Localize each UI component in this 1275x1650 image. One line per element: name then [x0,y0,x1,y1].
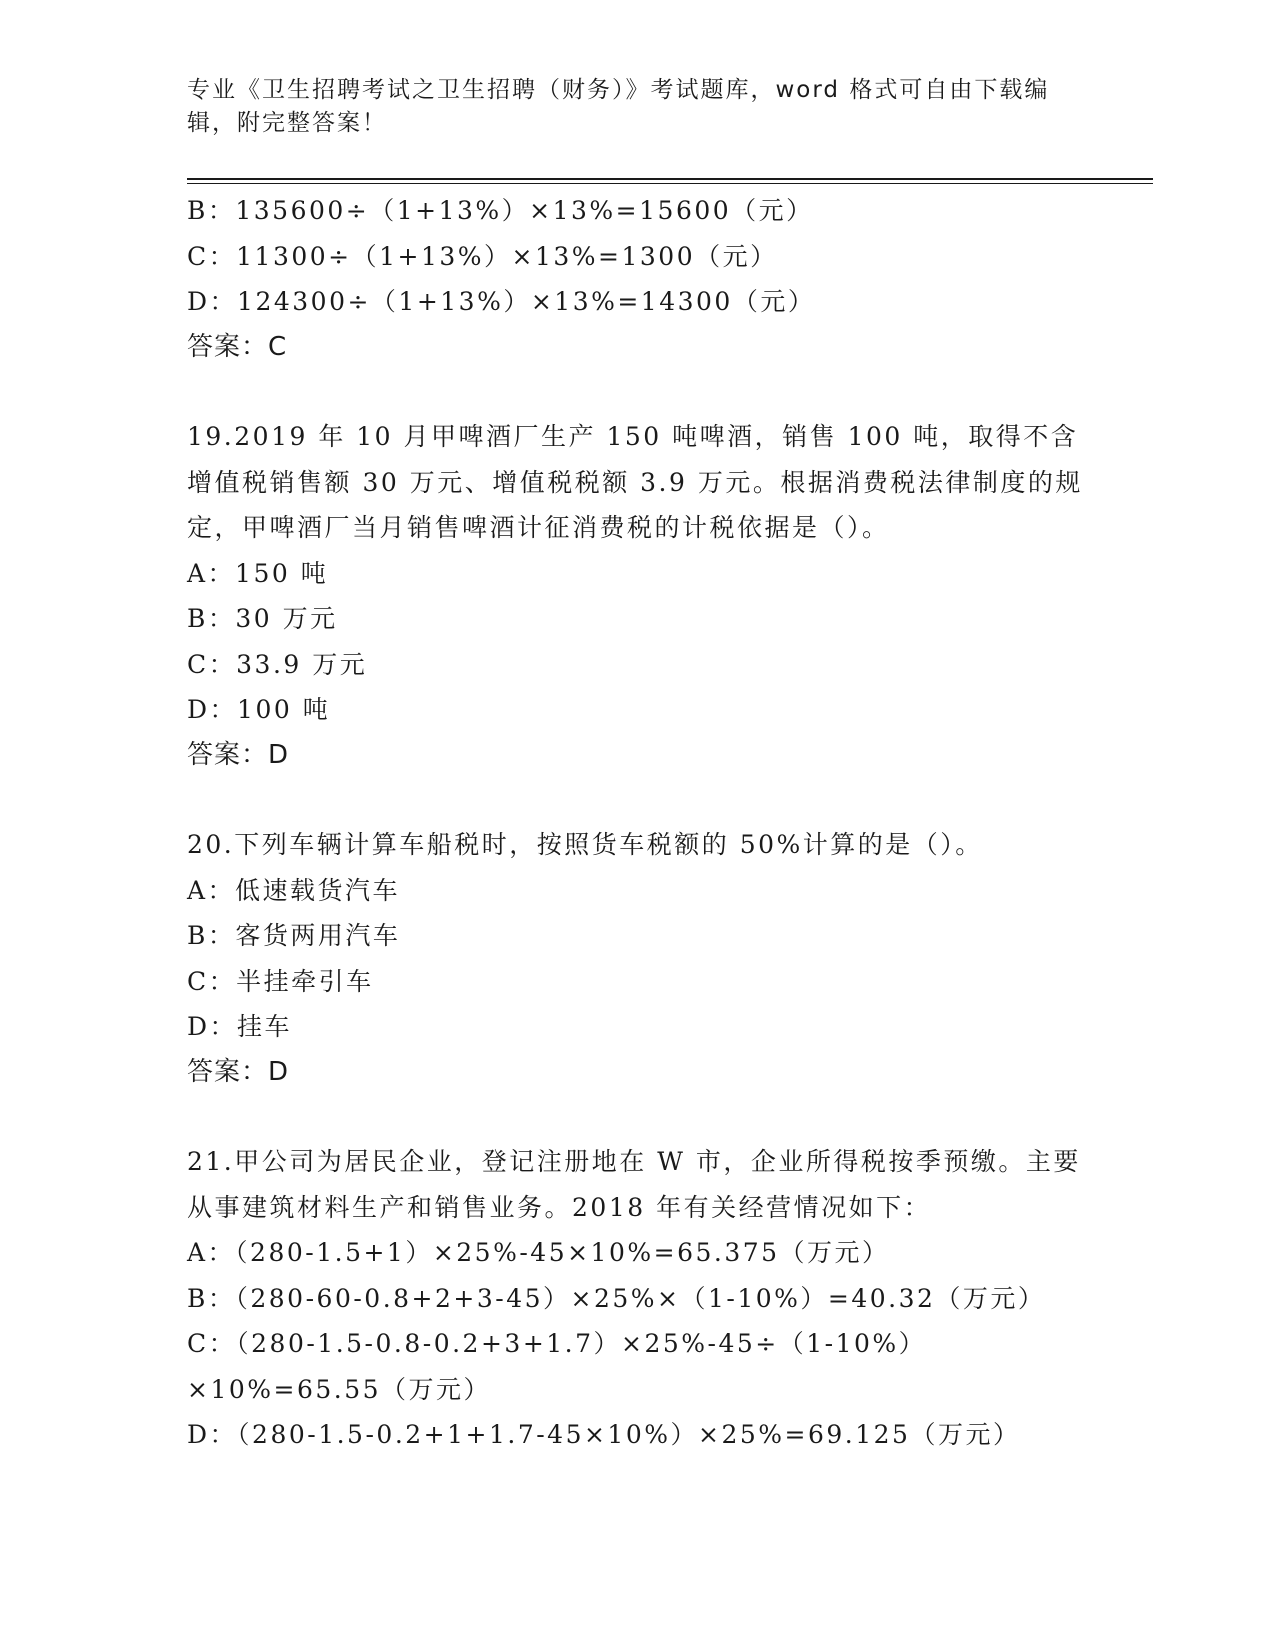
question-stem: 20.下列车辆计算车船税时，按照货车税额的 50%计算的是（）。 [187,830,983,859]
option-a: A：（280-1.5+1）×25%-45×10%=65.375（万元） [187,1238,890,1267]
option-c: C：（280-1.5-0.8-0.2+3+1.7）×25%-45÷（1-10%）×10%=65.55（万元） [187,1329,927,1404]
question-stem: 21.甲公司为居民企业，登记注册地在 W 市，企业所得税按季预缴。主要从事建筑材料生产和销售业务。2018 年有关经营情况如下： [187,1147,1081,1222]
page-header: 专业《卫生招聘考试之卫生招聘（财务）》考试题库，word 格式可自由下载编辑，附完整答案！ [187,77,1050,136]
option-a: A：低速载货汽车 [187,875,401,905]
answer: 答案：D [187,1056,290,1087]
option-c: C：33.9 万元 [187,649,368,679]
question-20 [187,822,1087,1095]
option-a: A：150 吨 [187,558,329,588]
question-stem: 19.2019 年 10 月甲啤酒厂生产 150 吨啤酒，销售 100 吨，取得不含增值税销售额 30 万元、增值税税额 3.9 万元。根据消费税法律制度的规定，甲啤酒厂当月销售啤酒计征消费税的计税依据是（）。 [187,422,1083,542]
option-b: B：30 万元 [187,604,338,633]
option-b: B：（280-60-0.8+2+3-45）×25%×（1-10%）=40.32（万元） [187,1283,1046,1313]
option-b: B：客货两用汽车 [187,921,401,950]
header-rule-thin [187,183,1153,184]
option-d: D：（280-1.5-0.2+1+1.7-45×10%）×25%=69.125（万元） [187,1420,1021,1449]
question-19 [187,414,1087,778]
header-rule-thick [187,178,1153,180]
answer: 答案：C [187,331,288,362]
option-c: C：11300÷（1+13%）×13%=1300（元） [187,241,778,271]
question-18-tail [187,188,1087,370]
answer: 答案：D [187,739,290,770]
option-d: D：124300÷（1+13%）×13%=14300（元） [187,287,816,316]
option-c: C：半挂牵引车 [187,966,374,996]
option-d: D：挂车 [187,1012,293,1041]
option-b: B：135600÷（1+13%）×13%=15600（元） [187,196,814,225]
option-d: D：100 吨 [187,695,331,724]
question-content [187,188,1087,1458]
question-21 [187,1139,1087,1458]
